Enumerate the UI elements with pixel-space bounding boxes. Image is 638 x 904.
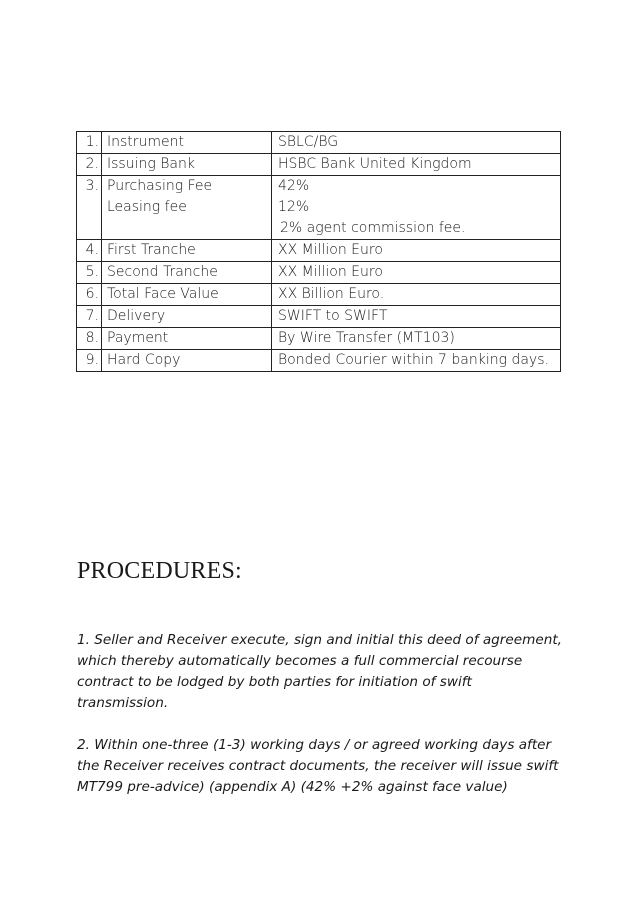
row-item [102, 328, 272, 350]
row-number: 5. [77, 262, 102, 284]
table-row [77, 154, 561, 176]
row-item [102, 262, 272, 284]
item-label: Second Tranche [107, 264, 218, 280]
row-item [102, 154, 272, 176]
procedure-step-2 [77, 735, 567, 798]
procedure-line: 2. Within one-three (1-3) working days / or agreed working days after [77, 737, 552, 753]
item-label: Delivery [107, 308, 166, 324]
value-text: By Wire Transfer (MT103) [278, 330, 455, 346]
item-label: First Tranche [107, 242, 196, 258]
procedures-heading: PROCEDURES: [77, 558, 242, 584]
value-text: XX Billion Euro. [278, 286, 385, 302]
row-item [102, 284, 272, 306]
row-value [272, 154, 561, 176]
value-text: XX Million Euro [278, 242, 383, 258]
item-label: Hard Copy [107, 352, 181, 368]
value-text: Bonded Courier within 7 banking days. [278, 352, 549, 368]
value-text: 42% [278, 178, 310, 194]
row-value [272, 328, 561, 350]
item-label: Total Face Value [107, 286, 219, 302]
value-text: XX Million Euro [278, 264, 383, 280]
terms-table [76, 131, 561, 372]
value-text: SBLC/BG [278, 134, 339, 150]
row-number: 4. [77, 240, 102, 262]
row-value [272, 306, 561, 328]
row-number: 6. [77, 284, 102, 306]
row-value [272, 176, 561, 240]
table-row [77, 328, 561, 350]
table-row [77, 284, 561, 306]
table-row [77, 306, 561, 328]
value-text: SWIFT to SWIFT [278, 308, 388, 324]
row-number: 8. [77, 328, 102, 350]
row-item [102, 240, 272, 262]
row-item [102, 132, 272, 154]
row-value [272, 350, 561, 372]
row-number: 7. [77, 306, 102, 328]
row-value [272, 240, 561, 262]
row-number: 1. [77, 132, 102, 154]
row-value [272, 262, 561, 284]
value-text: HSBC Bank United Kingdom [278, 156, 472, 172]
procedure-line: MT799 pre-advice) (appendix A) (42% +2% against face value) [77, 779, 508, 795]
item-label: Leasing fee [107, 199, 187, 215]
row-value [272, 132, 561, 154]
table-row [77, 176, 561, 240]
procedure-line: 1. Seller and Receiver execute, sign and initial this deed of agreement, [77, 632, 562, 648]
row-value [272, 284, 561, 306]
row-number: 2. [77, 154, 102, 176]
procedure-line: contract to be lodged by both parties for initiation of swift [77, 674, 472, 690]
row-item [102, 350, 272, 372]
row-number: 3. [77, 176, 102, 240]
table-row [77, 240, 561, 262]
procedure-line: which thereby automatically becomes a full commercial recourse [77, 653, 523, 669]
item-label: Instrument [107, 134, 185, 150]
item-label: Purchasing Fee [107, 178, 213, 194]
row-number: 9. [77, 350, 102, 372]
value-text: 12% [278, 199, 310, 215]
item-label: Payment [107, 330, 169, 346]
procedure-line: the Receiver receives contract documents, the receiver will issue swift [77, 758, 559, 774]
table-row [77, 262, 561, 284]
row-item [102, 306, 272, 328]
procedure-step-1 [77, 630, 567, 714]
procedure-line: transmission. [77, 695, 169, 711]
table-row [77, 132, 561, 154]
procedures-body [77, 630, 567, 819]
row-item [102, 176, 272, 240]
item-label: Issuing Bank [107, 156, 195, 172]
value-text: 2% agent commission fee. [280, 220, 466, 236]
table-row [77, 350, 561, 372]
